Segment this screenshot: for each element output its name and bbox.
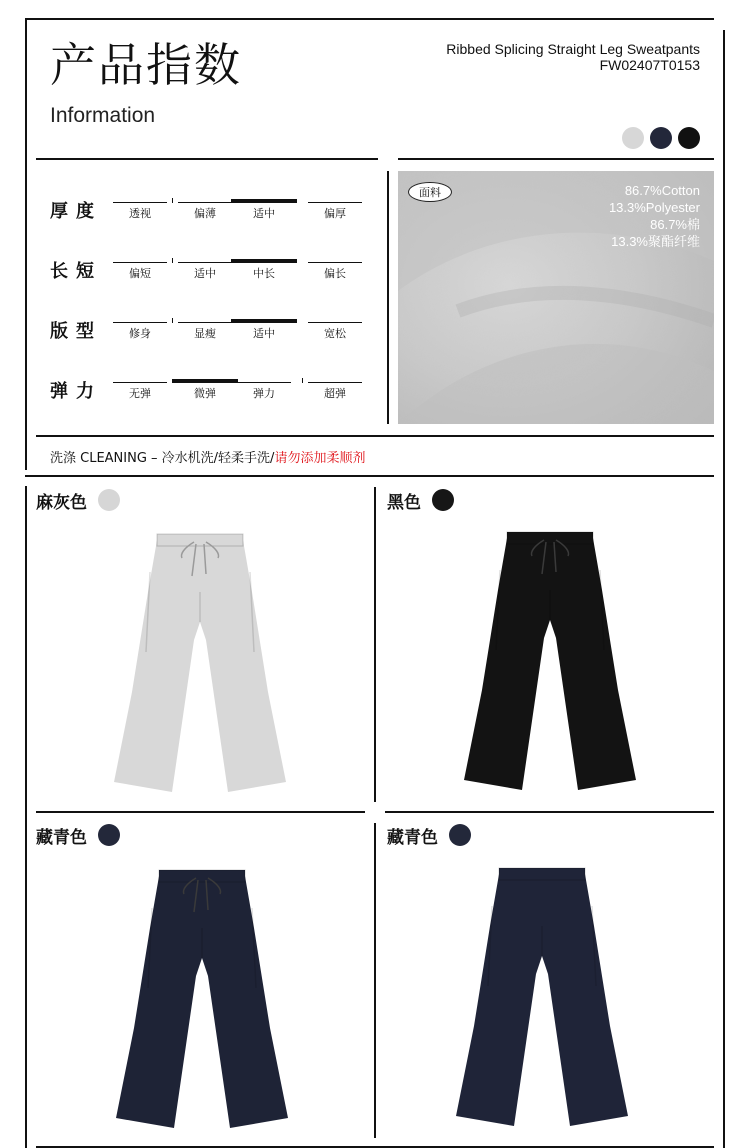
scale-option: 偏短 bbox=[129, 267, 151, 280]
header-divider-left bbox=[36, 158, 378, 160]
frame-left-line bbox=[25, 18, 27, 470]
color-name: 麻灰色 bbox=[36, 493, 87, 513]
pants-image bbox=[110, 532, 290, 794]
color-name: 藏青色 bbox=[36, 828, 87, 848]
scale-segment-selected bbox=[231, 319, 297, 323]
fabric-photo bbox=[398, 171, 714, 424]
scale-segment bbox=[178, 322, 232, 323]
scale-segment bbox=[178, 202, 232, 203]
color-name: 黑色 bbox=[387, 493, 421, 513]
color-dot bbox=[449, 824, 471, 846]
grid-vertical-top bbox=[374, 487, 376, 802]
scale-option: 修身 bbox=[129, 327, 151, 340]
scale-option: 适中 bbox=[253, 327, 275, 340]
page-title: 产品指数 bbox=[50, 38, 242, 92]
product-info bbox=[446, 41, 700, 73]
scale-option: 适中 bbox=[194, 267, 216, 280]
scale-option: 微弹 bbox=[194, 387, 216, 400]
header-divider-right bbox=[398, 158, 714, 160]
scale-tick bbox=[172, 318, 173, 323]
pants-image bbox=[452, 866, 632, 1128]
cleaning-text: 洗涤 CLEANING – 冷水机洗/轻柔手洗/ bbox=[50, 451, 275, 466]
fabric-tag: 面料 bbox=[408, 182, 452, 202]
pants-image bbox=[112, 868, 292, 1130]
scale-option: 偏长 bbox=[324, 267, 346, 280]
scale-segment bbox=[113, 322, 167, 323]
color-name: 藏青色 bbox=[387, 828, 438, 848]
scale-option: 无弹 bbox=[129, 387, 151, 400]
product-code: FW02407T0153 bbox=[599, 57, 700, 73]
property-label: 长短 bbox=[50, 261, 102, 282]
scale-option: 偏薄 bbox=[194, 207, 216, 220]
property-label: 厚度 bbox=[50, 201, 102, 222]
color-dot bbox=[98, 824, 120, 846]
scale-segment bbox=[113, 262, 167, 263]
scale-option: 显瘦 bbox=[194, 327, 216, 340]
cleaning-top-divider bbox=[36, 435, 714, 437]
scale-option: 超弹 bbox=[324, 387, 346, 400]
scale-tick bbox=[302, 378, 303, 383]
scale-segment bbox=[308, 322, 362, 323]
swatch-black bbox=[678, 127, 700, 149]
property-label: 版型 bbox=[50, 321, 102, 342]
composition-line: 86.7%Cotton bbox=[624, 183, 700, 198]
scale-tick bbox=[172, 198, 173, 203]
grid-vertical-bottom bbox=[374, 823, 376, 1138]
page-subtitle: Information bbox=[50, 104, 156, 127]
pants-image bbox=[460, 530, 640, 792]
scale-option: 适中 bbox=[253, 207, 275, 220]
scale-option: 弹力 bbox=[253, 387, 275, 400]
swatch-grey bbox=[622, 127, 644, 149]
scale-tick bbox=[172, 258, 173, 263]
grid-horizontal-right bbox=[385, 811, 714, 813]
scale-segment bbox=[113, 202, 167, 203]
color-dot bbox=[432, 489, 454, 511]
scale-option: 中长 bbox=[253, 267, 275, 280]
product-name: Ribbed Splicing Straight Leg Sweatpants bbox=[446, 41, 700, 57]
properties-vertical-divider bbox=[387, 171, 389, 424]
scale-option: 宽松 bbox=[324, 327, 346, 340]
property-label: 弹力 bbox=[50, 381, 102, 402]
scale-segment-selected bbox=[172, 379, 238, 383]
cleaning-bottom-divider bbox=[25, 475, 714, 477]
scale-option: 偏厚 bbox=[324, 207, 346, 220]
composition-line: 13.3%Polyester bbox=[608, 200, 700, 215]
frame-left-line-lower bbox=[25, 486, 27, 1148]
swatch-navy bbox=[650, 127, 672, 149]
scale-option: 透视 bbox=[129, 207, 151, 220]
scale-segment bbox=[308, 202, 362, 203]
cleaning-instructions bbox=[50, 447, 365, 466]
fabric-composition bbox=[609, 182, 700, 250]
grid-horizontal-left bbox=[36, 811, 365, 813]
composition-line: 13.3%聚酯纤维 bbox=[611, 234, 700, 249]
scale-segment-selected bbox=[231, 259, 297, 263]
scale-segment bbox=[178, 262, 232, 263]
frame-top-line bbox=[25, 18, 714, 20]
scale-segment bbox=[308, 262, 362, 263]
color-dot bbox=[98, 489, 120, 511]
cleaning-warning: 请勿添加柔顺剂 bbox=[274, 451, 366, 466]
frame-right-line bbox=[723, 30, 725, 1148]
composition-line: 86.7%棉 bbox=[650, 217, 700, 232]
scale-segment-selected bbox=[231, 199, 297, 203]
scale-segment bbox=[113, 382, 167, 383]
scale-segment bbox=[308, 382, 362, 383]
scale-segment bbox=[237, 382, 291, 383]
